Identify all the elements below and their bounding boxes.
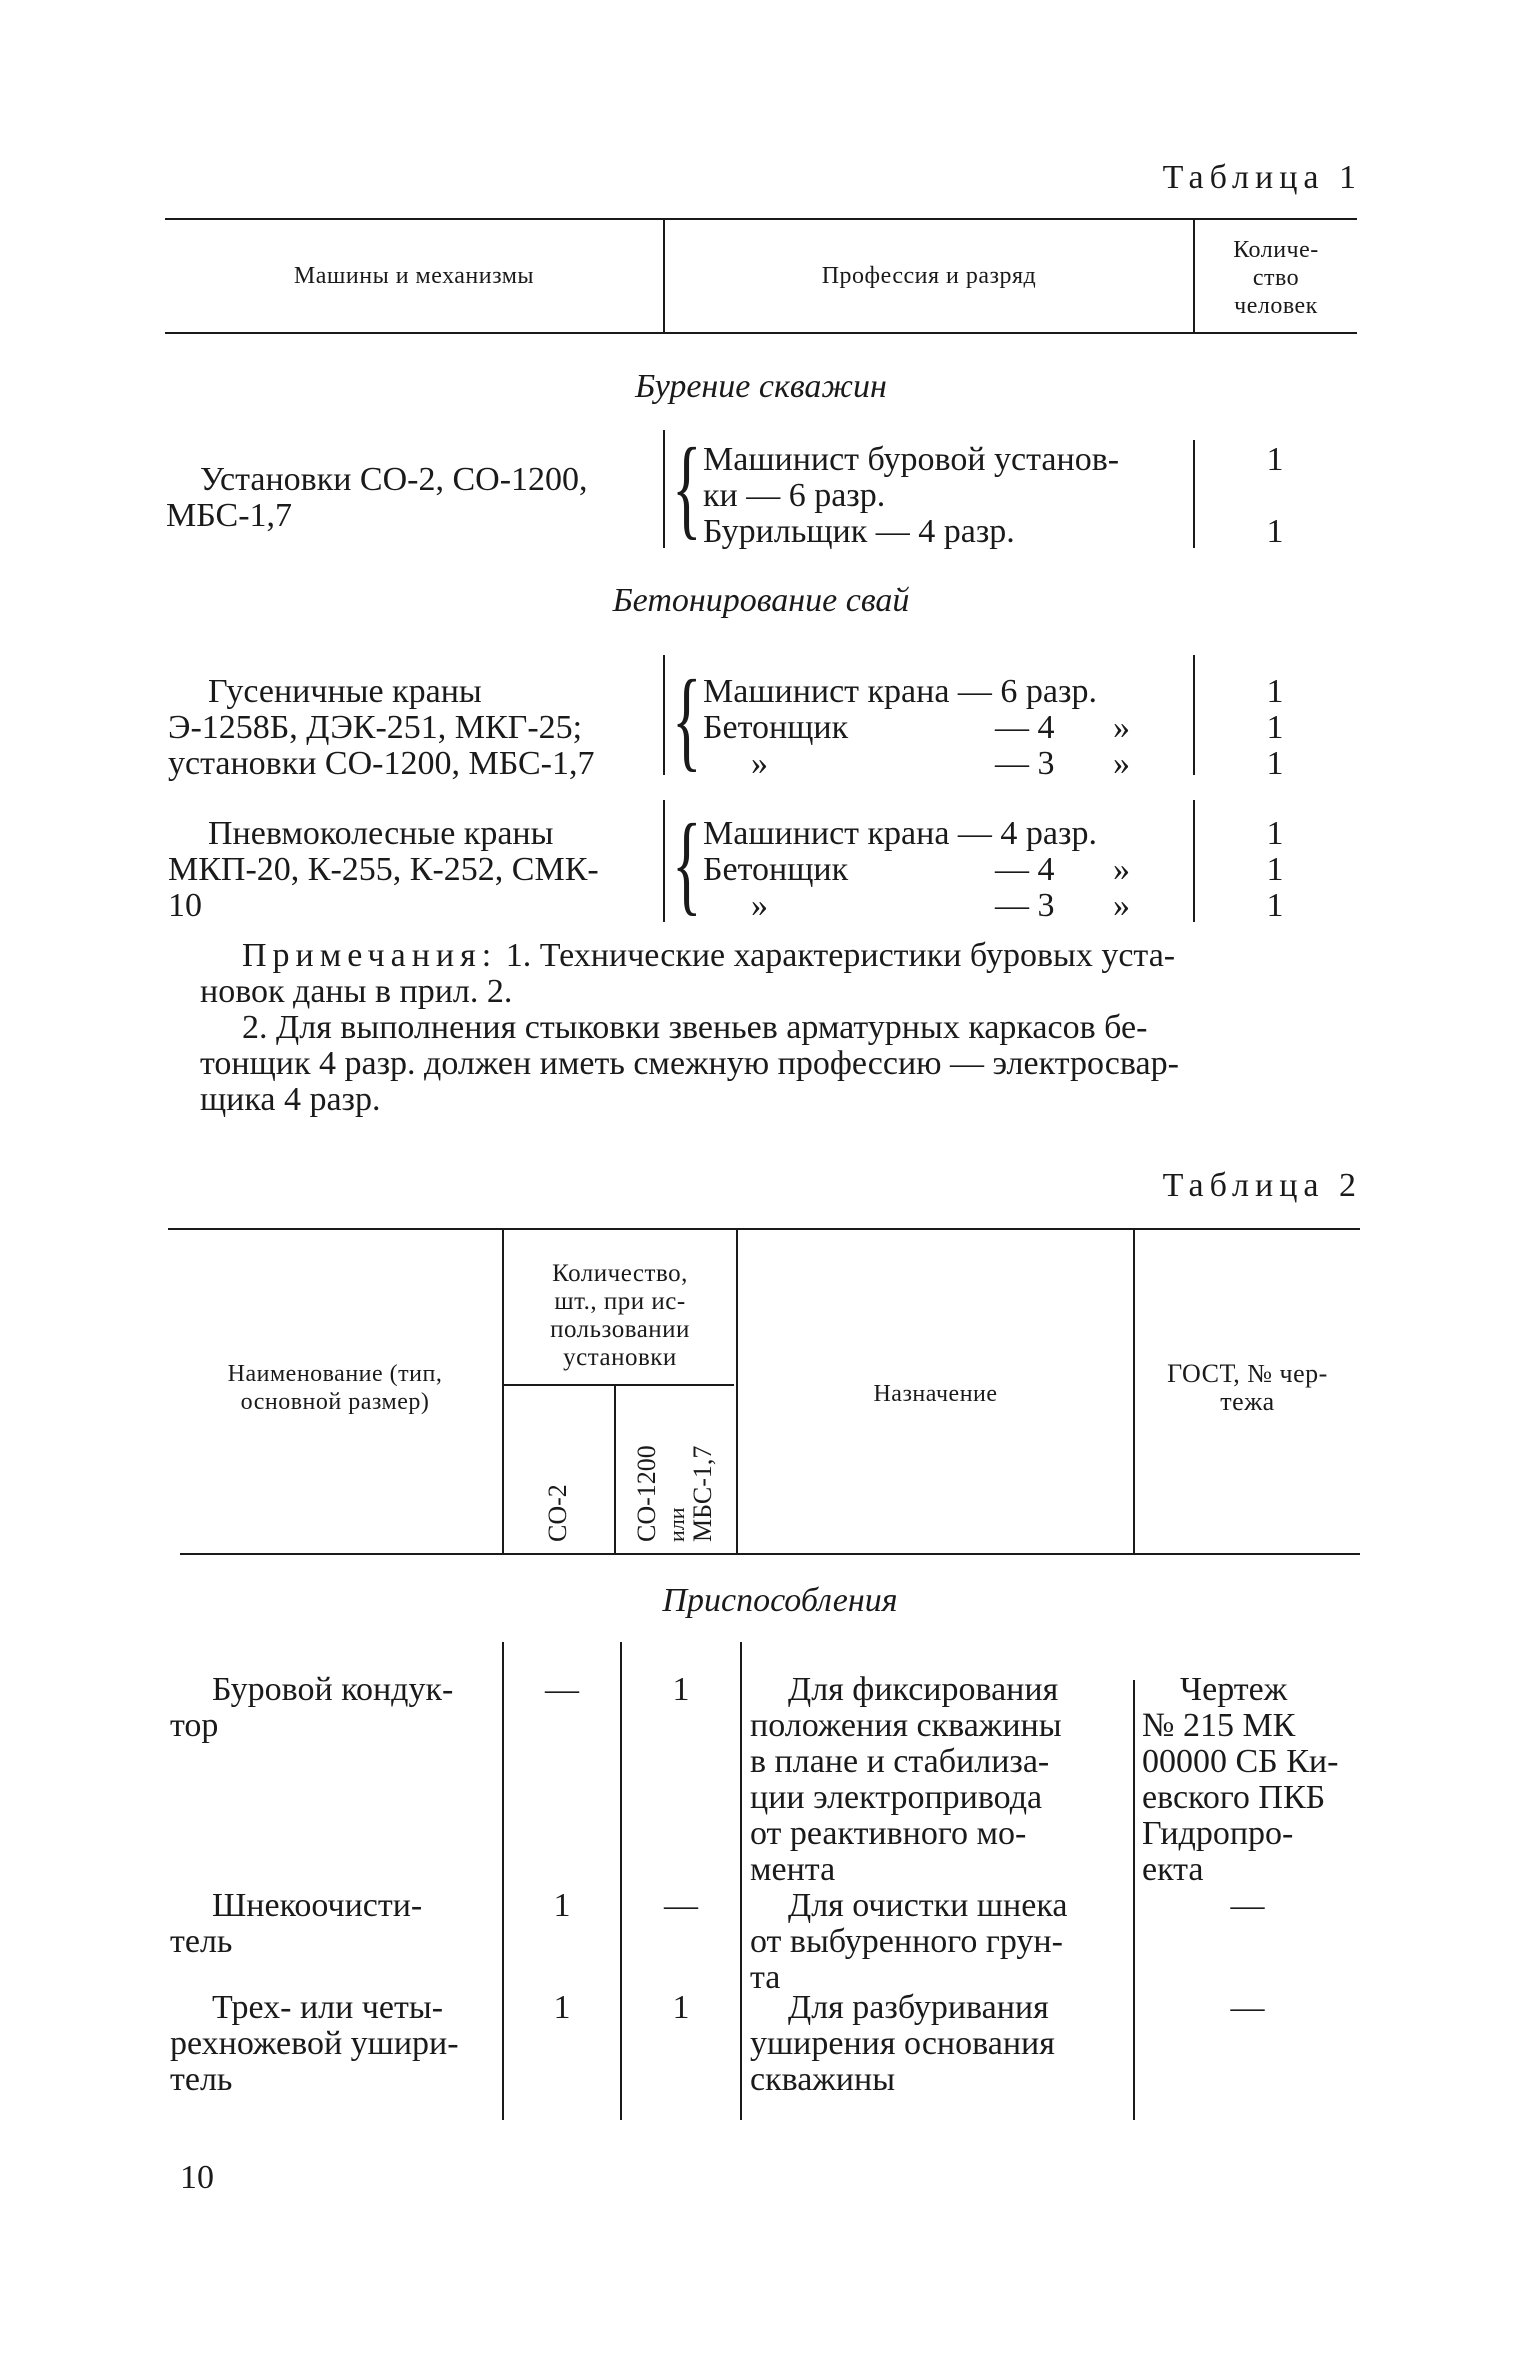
- table2-row1-purpose-line5: от реактивного мо-: [750, 1815, 1027, 1852]
- table2-row1-gost-line3: 00000 СБ Ки-: [1142, 1743, 1339, 1780]
- table1-row2-brace: {: [672, 658, 702, 782]
- table2-header-qty-line4: установки: [563, 1344, 677, 1371]
- table1-row3-prof-line2-b: — 4: [995, 851, 1055, 888]
- table1-row2-machines-line1: Гусеничные краны: [208, 673, 482, 710]
- table1-note1-line1-text: 1. Технические характеристики буровых уста-: [497, 937, 1176, 974]
- table2-row1-gost-line2: № 215 МК: [1142, 1707, 1296, 1744]
- table2-row2-so2: 1: [553, 1887, 571, 1924]
- table1-row1-machines-line2: МБС-1,7: [166, 497, 293, 534]
- table2-row1-purpose-line1: Для фиксирования: [788, 1671, 1059, 1708]
- table2-header-col-so1200-c: МБС-1,7: [688, 1445, 717, 1542]
- table1-row3-brace: {: [672, 802, 702, 926]
- table2-row1-gost-line5: Гидропро-: [1142, 1815, 1294, 1852]
- table2-row2-name: [170, 1888, 498, 1960]
- table1-header-profession: Профессия и разряд: [821, 263, 1037, 289]
- table2-row2-name-line2: тель: [170, 1923, 233, 1960]
- table1-row2-divider-1: [663, 655, 665, 775]
- table2-row1-gost-line1: Чертеж: [1180, 1671, 1288, 1708]
- table1-note2-line2: тонщик 4 разр. должен иметь смежную профессию — электросвар-: [200, 1045, 1179, 1082]
- table1-row2-machines-line2: Э-1258Б, ДЭК-251, МКГ-25;: [168, 709, 583, 746]
- table2-header-gost-line2: тежа: [1220, 1387, 1275, 1416]
- table2-body-divider-2: [620, 1642, 622, 2120]
- table2-row2-purpose-line3: та: [750, 1959, 781, 1996]
- table2-header-col-so1200-b: или: [664, 1507, 689, 1542]
- table2-header-name-line2: основной размер): [240, 1389, 430, 1415]
- table1-top-rule: [165, 218, 1357, 220]
- table1-row1-divider-2: [1193, 440, 1195, 548]
- table1-row2-prof-line3-b: — 3: [995, 745, 1055, 782]
- page-number: 10: [180, 2159, 214, 2196]
- table2-header-col-so2: СО-2: [543, 1484, 572, 1542]
- table2-section-devices: Приспособления: [662, 1582, 898, 1619]
- table1-header-rule: [165, 332, 1357, 334]
- table2-row1-purpose-line2: положения скважины: [750, 1707, 1062, 1744]
- table1-notes-label: Примечания:: [242, 937, 498, 974]
- table2-row3-so2: 1: [553, 1989, 571, 2026]
- table1-row1-machines-line1: Установки СО-2, СО-1200,: [200, 461, 588, 498]
- table1-row3-divider-1: [663, 800, 665, 922]
- table1-row1-prof-line3: Бурильщик — 4 разр.: [703, 513, 1015, 550]
- table2-row3-purpose: [750, 1990, 1128, 2098]
- table1-row1-count1: 1: [1266, 441, 1284, 478]
- table2-row1-name: [170, 1672, 498, 1744]
- table2-qty-subrule: [504, 1384, 734, 1386]
- table2-row2-so1200: —: [664, 1887, 698, 1924]
- table2-row2-gost: —: [1230, 1887, 1265, 1924]
- table1-notes: [200, 938, 1360, 1118]
- table2-row1-gost-line4: евского ПКБ: [1142, 1779, 1326, 1816]
- table2-row3-purpose-line1: Для разбуривания: [788, 1989, 1049, 2026]
- table2-row3-name-line3: тель: [170, 2061, 233, 2098]
- table2-row2-purpose: [750, 1888, 1128, 1996]
- table2-row1-purpose-line4: ции электропривода: [750, 1779, 1043, 1816]
- table2-header-col-so1200-a: СО-1200: [632, 1445, 661, 1542]
- table2-row1-name-line2: тор: [170, 1707, 219, 1744]
- table1-note2-line3: щика 4 разр.: [200, 1081, 381, 1118]
- table1-row2-prof-line2-c: »: [1113, 709, 1130, 746]
- table2-row1-purpose-line3: в плане и стабилиза-: [750, 1743, 1050, 1780]
- table2-row1-gost-line6: екта: [1142, 1851, 1204, 1888]
- table1-row3-divider-2: [1193, 800, 1195, 922]
- table1-row3-prof-line2-c: »: [1113, 851, 1130, 888]
- table1-row2-prof-line2-a: Бетонщик: [703, 709, 849, 746]
- table1-row2-prof-line2-b: — 4: [995, 709, 1055, 746]
- table2-header-gost: [1135, 1360, 1360, 1416]
- table1-row3-count2: 1: [1266, 851, 1284, 888]
- table1-row2-count1: 1: [1266, 673, 1284, 710]
- table1-row3-prof-line3-a: »: [751, 887, 768, 924]
- table1-row1-divider-1: [663, 430, 665, 548]
- table1-row1-brace: {: [672, 426, 702, 550]
- table2-header-purpose: Назначение: [873, 1381, 998, 1407]
- table2-header-name: [168, 1360, 502, 1416]
- table1-row2-count3: 1: [1266, 745, 1284, 782]
- table1-row3-count3: 1: [1266, 887, 1284, 924]
- table2-body-divider-1: [502, 1642, 504, 2120]
- table1-row3-prof-line3-b: — 3: [995, 887, 1055, 924]
- table1-row2-profession: [703, 674, 1193, 782]
- table1-row3-prof-line3-c: »: [1113, 887, 1130, 924]
- table1-row2-prof-line3-a: »: [751, 745, 768, 782]
- table2-title: Таблица 2: [1162, 1167, 1362, 1204]
- table1-header-machines: Машины и механизмы: [293, 263, 535, 289]
- table2-header-name-line1: Наименование (тип,: [227, 1361, 443, 1387]
- table1-section-concreting: Бетонирование свай: [612, 582, 910, 619]
- table2-header-rule: [180, 1553, 1360, 1555]
- table1-row1-profession: [703, 442, 1193, 550]
- table1-header-count-line1: Количе-: [1233, 237, 1319, 263]
- table1-row3-count1: 1: [1266, 815, 1284, 852]
- table2-header-divider-2: [614, 1386, 616, 1553]
- table2-row2-name-line1: Шнекоочисти-: [212, 1887, 423, 1924]
- table1-row2-machines: [168, 674, 662, 782]
- table1-row3-machines-line3: 10: [168, 887, 202, 924]
- table1-row2-prof-line3-c: »: [1113, 745, 1130, 782]
- table1-row3-machines-line2: МКП-20, К-255, К-252, СМК-: [168, 851, 599, 888]
- table1-note1-line1: [242, 938, 1360, 974]
- table1-row3-prof-line1: Машинист крана — 4 разр.: [703, 815, 1097, 852]
- table2-row1-gost: [1142, 1672, 1362, 1888]
- table2-header-gost-line1: ГОСТ, № чер-: [1167, 1359, 1328, 1388]
- table2-row1-name-line1: Буровой кондук-: [212, 1671, 454, 1708]
- table2-row3-so1200: 1: [672, 1989, 690, 2026]
- table1-row3-profession: [703, 816, 1193, 924]
- table2-row2-purpose-line2: от выбуренного грун-: [750, 1923, 1063, 1960]
- table1-row3-machines: [168, 816, 662, 924]
- table2-row1-so1200: 1: [672, 1671, 690, 1708]
- table2-row1-so2: —: [545, 1671, 579, 1708]
- table1-row3-machines-line1: Пневмоколесные краны: [208, 815, 554, 852]
- table1-section-drilling: Бурение скважин: [635, 368, 887, 405]
- table1-row1-prof-line2: ки — 6 разр.: [703, 477, 886, 514]
- table1-note1-line2: новок даны в прил. 2.: [200, 973, 513, 1010]
- table1-row2-machines-line3: установки СО-1200, МБС-1,7: [168, 745, 595, 782]
- table1-header-count-line2: ство: [1252, 265, 1300, 291]
- table1-title: Таблица 1: [1162, 159, 1362, 196]
- table1-row2-divider-2: [1193, 655, 1195, 775]
- table1-row1-count2: 1: [1266, 513, 1284, 550]
- table1-row1-machines: [166, 461, 660, 534]
- table1-row2-count2: 1: [1266, 709, 1284, 746]
- table2-row3-name-line1: Трех- или четы-: [212, 1989, 444, 2026]
- table2-row1-purpose-line6: мента: [750, 1851, 836, 1888]
- table2-header-qty: [504, 1260, 736, 1372]
- table2-row3-purpose-line2: уширения основания: [750, 2025, 1055, 2062]
- table2-body-divider-3: [740, 1642, 742, 2120]
- table2-row2-purpose-line1: Для очистки шнека: [788, 1887, 1068, 1924]
- table2-header-qty-line3: пользовании: [550, 1316, 690, 1343]
- table2-row3-gost: —: [1230, 1989, 1265, 2026]
- table2-header-qty-line2: шт., при ис-: [554, 1288, 686, 1315]
- table2-row3-purpose-line3: скважины: [750, 2061, 896, 2098]
- table2-row3-name-line2: рехножевой ушири-: [170, 2025, 459, 2062]
- table1-note2-line1: 2. Для выполнения стыковки звеньев арматурных каркасов бе-: [242, 1009, 1148, 1046]
- table2-row3-name: [170, 1990, 498, 2098]
- table1-header-count-line3: человек: [1234, 293, 1318, 319]
- table1-row1-prof-line1: Машинист буровой установ-: [703, 441, 1120, 478]
- table2-row1-purpose: [750, 1672, 1128, 1888]
- table1-header-count: [1195, 236, 1357, 320]
- table2-top-rule: [168, 1228, 1360, 1230]
- table1-row2-prof-line1: Машинист крана — 6 разр.: [703, 673, 1097, 710]
- table2-header-qty-line1: Количество,: [552, 1260, 688, 1287]
- table1-row3-prof-line2-a: Бетонщик: [703, 851, 849, 888]
